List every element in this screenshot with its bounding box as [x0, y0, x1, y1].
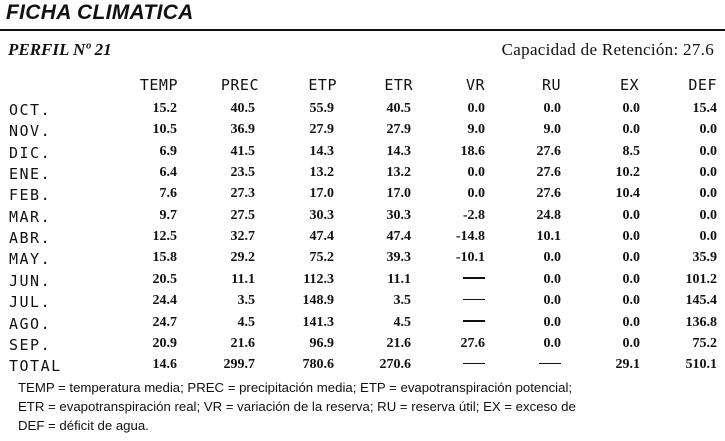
- row-label: OCT.: [9, 101, 52, 119]
- cell-temp: 9.7: [159, 207, 177, 223]
- cell-vr: [463, 357, 485, 373]
- column-header-prec: PREC: [220, 76, 259, 94]
- row-label: DIC.: [9, 143, 52, 162]
- cell-vr: 0.0: [467, 186, 485, 202]
- cell-temp: 6.4: [159, 165, 177, 181]
- cell-def: 35.9: [692, 250, 717, 266]
- cell-def: 15.4: [692, 101, 717, 116]
- cell-temp: 20.5: [152, 271, 177, 287]
- cell-ex: 0.0: [622, 101, 640, 116]
- cell-ru: 27.6: [536, 143, 561, 159]
- cell-ex: 0.0: [622, 314, 640, 330]
- cell-prec: 41.5: [230, 143, 255, 159]
- cell-temp: 24.4: [152, 293, 177, 309]
- cell-vr: 0.0: [467, 165, 485, 181]
- cell-etp: 14.3: [309, 143, 334, 159]
- table-row: [0, 229, 725, 249]
- legend-line: ETR = evapotranspiración real; VR = variación de la reserva; RU = reserva útil; EX = exceso de: [18, 399, 576, 414]
- row-label: TOTAL: [9, 357, 62, 376]
- cell-etr: 11.1: [387, 271, 411, 287]
- cell-etp: 112.3: [303, 271, 334, 287]
- cell-def: 0.0: [699, 122, 717, 138]
- cell-etr: 3.5: [393, 293, 411, 309]
- row-label: MAR.: [9, 207, 52, 226]
- cell-prec: 29.2: [230, 250, 255, 266]
- cell-prec: 27.5: [230, 207, 255, 223]
- cell-ru: 0.0: [543, 271, 561, 287]
- cell-vr: 0.0: [467, 101, 485, 116]
- cell-def: 136.8: [685, 314, 717, 330]
- cell-vr: -14.8: [455, 229, 485, 245]
- cell-etr: 39.3: [386, 250, 411, 266]
- dash-mark: [463, 277, 485, 279]
- table-row: [0, 336, 725, 356]
- cell-etp: 141.3: [302, 314, 334, 330]
- cell-def: 510.1: [685, 357, 717, 373]
- row-label: FEB.: [9, 186, 52, 205]
- cell-etr: 17.0: [386, 186, 411, 202]
- cell-vr: [463, 272, 485, 288]
- cell-temp: 14.6: [152, 357, 177, 373]
- cell-ru: 27.6: [536, 186, 561, 202]
- cell-vr: [463, 293, 485, 309]
- cell-etr: 270.6: [379, 357, 411, 373]
- cell-def: 75.2: [692, 335, 717, 351]
- cell-def: 101.2: [685, 271, 717, 287]
- table-row: [0, 101, 725, 121]
- cell-ex: 0.0: [622, 122, 640, 138]
- cell-prec: 36.9: [230, 122, 255, 138]
- cell-temp: 15.8: [152, 250, 177, 266]
- table-row: [0, 144, 725, 164]
- cell-ru: 10.1: [536, 229, 561, 245]
- row-label: MAY.: [9, 250, 52, 269]
- cell-ex: 0.0: [622, 271, 640, 287]
- cell-prec: 3.5: [237, 293, 255, 309]
- legend: [18, 378, 718, 435]
- table-row: [0, 272, 725, 292]
- cell-ex: 10.4: [615, 186, 640, 202]
- cell-etp: 780.6: [302, 357, 334, 373]
- row-label: ABR.: [9, 229, 52, 248]
- cell-ru: 0.0: [543, 293, 561, 309]
- dash-mark: [463, 363, 485, 365]
- row-label: JUL.: [9, 293, 52, 312]
- cell-ex: 0.0: [622, 229, 640, 245]
- table-row: [0, 293, 725, 313]
- cell-etp: 55.9: [309, 101, 334, 116]
- cell-prec: 40.5: [230, 101, 255, 116]
- cell-prec: 27.3: [230, 186, 255, 202]
- cell-etp: 47.4: [309, 229, 334, 245]
- cell-temp: 12.5: [152, 229, 177, 245]
- cell-etr: 40.5: [386, 101, 411, 116]
- column-header-ex: EX: [619, 76, 639, 94]
- cell-ru: 0.0: [543, 314, 561, 330]
- cell-ru: 0.0: [543, 250, 561, 266]
- cell-ru: 24.8: [536, 207, 561, 223]
- cell-etp: 27.9: [309, 122, 334, 138]
- cell-prec: 11.1: [231, 271, 255, 287]
- cell-def: 0.0: [699, 143, 717, 159]
- cell-etr: 13.2: [386, 165, 411, 181]
- cell-prec: 4.5: [237, 314, 255, 330]
- table-row: [0, 315, 725, 335]
- cell-prec: 32.7: [230, 229, 255, 245]
- row-label: JUN.: [9, 271, 52, 290]
- cell-def: 0.0: [699, 207, 717, 223]
- cell-prec: 23.5: [230, 165, 255, 181]
- cell-vr: 18.6: [460, 143, 485, 159]
- table-row: [0, 250, 725, 270]
- retention-capacity: Capacidad de Retención: 27.6: [501, 40, 714, 59]
- cell-prec: 21.6: [230, 335, 255, 351]
- dash-mark: [463, 299, 485, 301]
- column-header-temp: TEMP: [139, 76, 178, 94]
- cell-ex: 0.0: [622, 207, 640, 223]
- dash-mark: [463, 320, 485, 322]
- cell-ru: 9.0: [543, 122, 561, 138]
- cell-ru: 0.0: [543, 335, 561, 351]
- column-header-vr: VR: [465, 76, 485, 94]
- cell-etp: 96.9: [309, 335, 334, 351]
- cell-temp: 24.7: [152, 314, 177, 330]
- table-row: [0, 186, 725, 206]
- cell-etr: 21.6: [386, 335, 411, 351]
- legend-line: TEMP = temperatura media; PREC = precipitación media; ETP = evapotranspiración potencial;: [18, 380, 573, 395]
- cell-vr: 9.0: [467, 122, 485, 138]
- cell-def: 0.0: [699, 186, 717, 202]
- cell-etr: 47.4: [386, 229, 411, 245]
- column-header-etp: ETP: [308, 76, 337, 94]
- dash-mark: [539, 363, 561, 365]
- cell-temp: 20.9: [152, 335, 177, 351]
- cell-temp: 6.9: [159, 143, 177, 159]
- cell-ex: 0.0: [622, 293, 640, 309]
- cell-temp: 7.6: [159, 186, 177, 202]
- table-row: [0, 208, 725, 228]
- cell-vr: [463, 315, 485, 331]
- column-header-etr: ETR: [384, 76, 413, 94]
- cell-ex: 29.1: [615, 357, 640, 373]
- column-header-def: DEF: [688, 76, 717, 94]
- cell-ex: 0.0: [622, 250, 640, 266]
- cell-vr: -10.1: [455, 250, 485, 266]
- row-label: AGO.: [9, 314, 52, 333]
- cell-etr: 30.3: [386, 207, 411, 223]
- title-divider: [0, 29, 725, 31]
- cell-prec: 299.7: [223, 357, 255, 373]
- cell-def: 0.0: [699, 165, 717, 181]
- cell-temp: 15.2: [152, 101, 177, 116]
- page-title: FICHA CLIMATICA: [6, 1, 194, 24]
- cell-etp: 13.2: [309, 165, 334, 181]
- cell-etp: 75.2: [309, 250, 334, 266]
- cell-etp: 17.0: [309, 186, 334, 202]
- cell-etr: 14.3: [386, 143, 411, 159]
- cell-ex: 10.2: [615, 165, 640, 181]
- cell-vr: -2.8: [462, 207, 485, 223]
- cell-etp: 30.3: [309, 207, 334, 223]
- row-label: ENE.: [9, 165, 52, 184]
- profile-label: PERFIL Nº 21: [8, 40, 112, 59]
- table-row: [0, 165, 725, 185]
- cell-def: 145.4: [685, 293, 717, 309]
- table-row: [0, 357, 725, 377]
- cell-ru: [539, 357, 561, 373]
- cell-def: 0.0: [699, 229, 717, 245]
- row-label: SEP.: [9, 335, 52, 354]
- table-header: [0, 76, 725, 96]
- table-row: [0, 122, 725, 142]
- legend-line: DEF = déficit de agua.: [18, 418, 149, 433]
- row-label: NOV.: [9, 122, 52, 141]
- cell-temp: 10.5: [152, 122, 177, 138]
- cell-ru: 0.0: [543, 101, 561, 116]
- cell-etr: 4.5: [393, 314, 411, 330]
- cell-ex: 0.0: [622, 335, 640, 351]
- cell-etp: 148.9: [302, 293, 334, 309]
- cell-vr: 27.6: [460, 335, 485, 351]
- column-header-ru: RU: [541, 76, 561, 94]
- cell-etr: 27.9: [386, 122, 411, 138]
- cell-ex: 8.5: [622, 143, 640, 159]
- cell-ru: 27.6: [536, 165, 561, 181]
